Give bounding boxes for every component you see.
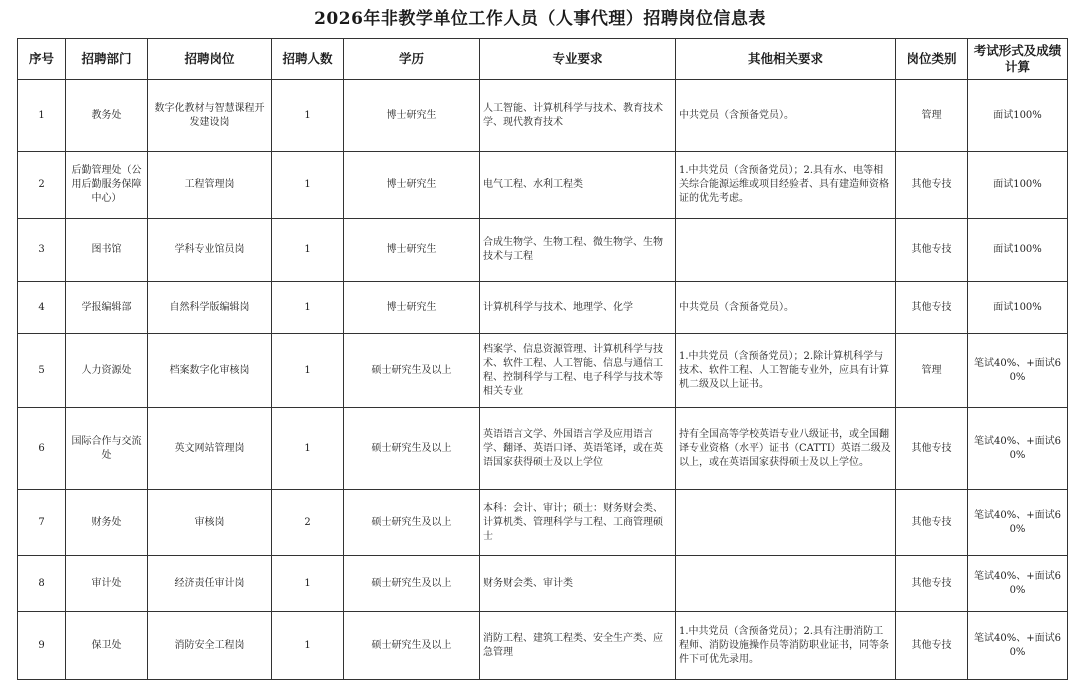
cell-other: 持有全国高等学校英语专业八级证书，或全国翻译专业资格（水平）证书（CATTI）英语二级及以上，或在英语国家获得硕士及以上学位。 — [676, 408, 896, 490]
cell-category: 其他专技 — [896, 408, 968, 490]
cell-count: 1 — [272, 612, 344, 680]
document-title: 2026年非教学单位工作人员（人事代理）招聘岗位信息表 — [314, 9, 766, 29]
cell-post: 经济责任审计岗 — [148, 556, 272, 612]
cell-seq: 9 — [18, 612, 66, 680]
cell-seq: 6 — [18, 408, 66, 490]
cell-post: 工程管理岗 — [148, 152, 272, 219]
table-row — [18, 152, 1068, 219]
cell-other: 1.中共党员（含预备党员）；2.具有水、电等相关综合能源运维或项目经验者、具有建造师资格证的优先考虑。 — [676, 152, 896, 219]
recruitment-table — [17, 38, 1068, 680]
cell-other: 中共党员（含预备党员）。 — [676, 282, 896, 334]
cell-exam: 笔试40%、+面试60% — [968, 334, 1068, 408]
cell-category: 其他专技 — [896, 282, 968, 334]
cell-major: 合成生物学、生物工程、微生物学、生物技术与工程 — [480, 219, 676, 282]
cell-major: 档案学、信息资源管理、计算机科学与技术、软件工程、人工智能、信息与通信工程、控制科学与工程、电子科学与技术等相关专业 — [480, 334, 676, 408]
header-other: 其他相关要求 — [676, 39, 896, 80]
cell-dept: 后勤管理处（公用后勤服务保障中心） — [66, 152, 148, 219]
cell-count: 1 — [272, 282, 344, 334]
cell-education: 博士研究生 — [344, 152, 480, 219]
header-exam: 考试形式及成绩计算 — [968, 39, 1068, 80]
cell-exam: 面试100% — [968, 152, 1068, 219]
cell-category: 其他专技 — [896, 152, 968, 219]
cell-category: 其他专技 — [896, 612, 968, 680]
cell-seq: 7 — [18, 490, 66, 556]
header-education: 学历 — [344, 39, 480, 80]
cell-count: 1 — [272, 408, 344, 490]
table-row — [18, 80, 1068, 152]
cell-education: 博士研究生 — [344, 282, 480, 334]
table-row — [18, 556, 1068, 612]
cell-exam: 笔试40%、+面试60% — [968, 612, 1068, 680]
cell-major: 英语语言文学、外国语言学及应用语言学、翻译、英语口译、英语笔译，或在英语国家获得硕士及以上学位 — [480, 408, 676, 490]
cell-dept: 财务处 — [66, 490, 148, 556]
cell-exam: 面试100% — [968, 80, 1068, 152]
cell-count: 2 — [272, 490, 344, 556]
cell-other — [676, 219, 896, 282]
cell-other: 1.中共党员（含预备党员）；2.除计算机科学与技术、软件工程、人工智能专业外，应具有计算机二级及以上证书。 — [676, 334, 896, 408]
header-post: 招聘岗位 — [148, 39, 272, 80]
cell-education: 硕士研究生及以上 — [344, 490, 480, 556]
cell-major: 计算机科学与技术、地理学、化学 — [480, 282, 676, 334]
cell-count: 1 — [272, 334, 344, 408]
table-row — [18, 408, 1068, 490]
cell-dept: 保卫处 — [66, 612, 148, 680]
cell-category: 管理 — [896, 80, 968, 152]
cell-dept: 图书馆 — [66, 219, 148, 282]
cell-other: 中共党员（含预备党员）。 — [676, 80, 896, 152]
cell-dept: 教务处 — [66, 80, 148, 152]
header-category: 岗位类别 — [896, 39, 968, 80]
header-seq: 序号 — [18, 39, 66, 80]
cell-other — [676, 556, 896, 612]
cell-seq: 1 — [18, 80, 66, 152]
cell-post: 消防安全工程岗 — [148, 612, 272, 680]
cell-category: 管理 — [896, 334, 968, 408]
table-row — [18, 612, 1068, 680]
header-major: 专业要求 — [480, 39, 676, 80]
header-dept: 招聘部门 — [66, 39, 148, 80]
cell-major: 财务财会类、审计类 — [480, 556, 676, 612]
cell-seq: 3 — [18, 219, 66, 282]
cell-major: 人工智能、计算机科学与技术、教育技术学、现代教育技术 — [480, 80, 676, 152]
cell-seq: 8 — [18, 556, 66, 612]
table-header-row — [18, 39, 1068, 80]
cell-exam: 面试100% — [968, 282, 1068, 334]
cell-major: 电气工程、水利工程类 — [480, 152, 676, 219]
cell-category: 其他专技 — [896, 490, 968, 556]
cell-exam: 笔试40%、+面试60% — [968, 556, 1068, 612]
cell-post: 审核岗 — [148, 490, 272, 556]
cell-major: 本科：会计、审计；硕士：财务财会类、计算机类、管理科学与工程、工商管理硕士 — [480, 490, 676, 556]
cell-education: 硕士研究生及以上 — [344, 334, 480, 408]
cell-post: 数字化教材与智慧课程开发建设岗 — [148, 80, 272, 152]
cell-post: 自然科学版编辑岗 — [148, 282, 272, 334]
cell-count: 1 — [272, 219, 344, 282]
cell-post: 档案数字化审核岗 — [148, 334, 272, 408]
cell-major: 消防工程、建筑工程类、安全生产类、应急管理 — [480, 612, 676, 680]
cell-education: 博士研究生 — [344, 80, 480, 152]
cell-other: 1.中共党员（含预备党员）；2.具有注册消防工程师、消防设施操作员等消防职业证书，同等条件下可优先录用。 — [676, 612, 896, 680]
cell-education: 硕士研究生及以上 — [344, 408, 480, 490]
cell-other — [676, 490, 896, 556]
cell-seq: 2 — [18, 152, 66, 219]
cell-seq: 5 — [18, 334, 66, 408]
cell-seq: 4 — [18, 282, 66, 334]
cell-post: 英文网站管理岗 — [148, 408, 272, 490]
cell-exam: 面试100% — [968, 219, 1068, 282]
cell-dept: 人力资源处 — [66, 334, 148, 408]
cell-dept: 审计处 — [66, 556, 148, 612]
cell-count: 1 — [272, 80, 344, 152]
table-row — [18, 490, 1068, 556]
cell-dept: 学报编辑部 — [66, 282, 148, 334]
table-row — [18, 282, 1068, 334]
cell-education: 博士研究生 — [344, 219, 480, 282]
cell-post: 学科专业馆员岗 — [148, 219, 272, 282]
cell-count: 1 — [272, 152, 344, 219]
cell-exam: 笔试40%、+面试60% — [968, 490, 1068, 556]
table-row — [18, 334, 1068, 408]
cell-category: 其他专技 — [896, 219, 968, 282]
cell-education: 硕士研究生及以上 — [344, 556, 480, 612]
cell-education: 硕士研究生及以上 — [344, 612, 480, 680]
cell-category: 其他专技 — [896, 556, 968, 612]
cell-exam: 笔试40%、+面试60% — [968, 408, 1068, 490]
cell-count: 1 — [272, 556, 344, 612]
table-row — [18, 219, 1068, 282]
header-count: 招聘人数 — [272, 39, 344, 80]
cell-dept: 国际合作与交流处 — [66, 408, 148, 490]
